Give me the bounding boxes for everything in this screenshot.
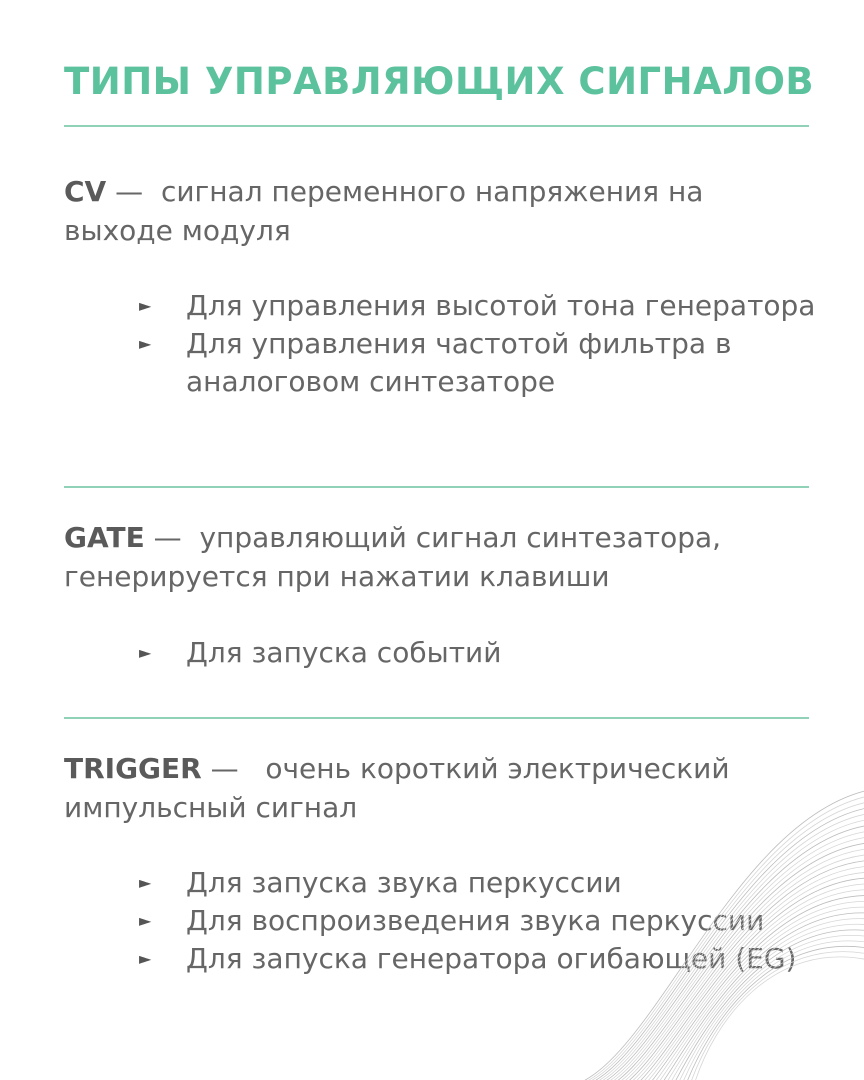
triangle-right-icon: ► [139,296,152,315]
list-item-text: Для управления высотой тона генератора [186,289,816,322]
list-item [134,325,824,401]
triangle-right-icon: ► [139,949,152,968]
list-item-text: Для воспроизведения звука перкуссии [186,904,765,937]
list-item-text: Для управления частотой фильтра в аналоговом синтезаторе [186,327,732,398]
term-gate: GATE [64,521,145,554]
wave-line [620,854,864,1080]
wave-line [607,837,864,1080]
definition-text: очень короткий электрический импульсный сигнал [64,752,730,824]
section-cv-bullet-list [134,287,824,401]
term-dash: — [115,175,144,208]
wave-line [595,819,864,1080]
term-trigger: TRIGGER [64,752,202,785]
wave-line [665,919,864,1080]
triangle-right-icon: ► [139,334,152,353]
list-item-text: Для запуска генератора огибающей (EG) [186,942,797,975]
list-item [134,287,824,325]
section-gate-bullet-list [134,634,824,672]
term-cv: CV [64,175,107,208]
wave-line [584,802,864,1080]
term-dash: — [210,752,239,785]
term-dash: — [153,521,182,554]
section-cv-description [64,172,754,250]
triangle-right-icon: ► [139,911,152,930]
wave-line [686,946,864,1080]
definition-text: сигнал переменного напряжения на выходе модуля [64,175,704,247]
divider [64,717,809,719]
list-item [134,634,824,672]
section-gate-description [64,518,754,596]
list-item-text: Для запуска событий [186,636,502,669]
definition-text: управляющий сигнал синтезатора, генерируется при нажатии клавиши [64,521,722,593]
page-title: ТИПЫ УПРАВЛЯЮЩИХ СИГНАЛОВ [64,60,815,103]
triangle-right-icon: ► [139,873,152,892]
wave-line [644,890,864,1080]
divider [64,486,809,488]
decorative-wave-lines [584,780,864,1080]
wave-line [624,860,864,1080]
wave-line [636,878,864,1080]
wave-line [584,790,864,1080]
triangle-right-icon: ► [139,643,152,662]
list-item-text: Для запуска звука перкуссии [186,866,622,899]
wave-line [657,907,864,1080]
divider [64,125,809,127]
